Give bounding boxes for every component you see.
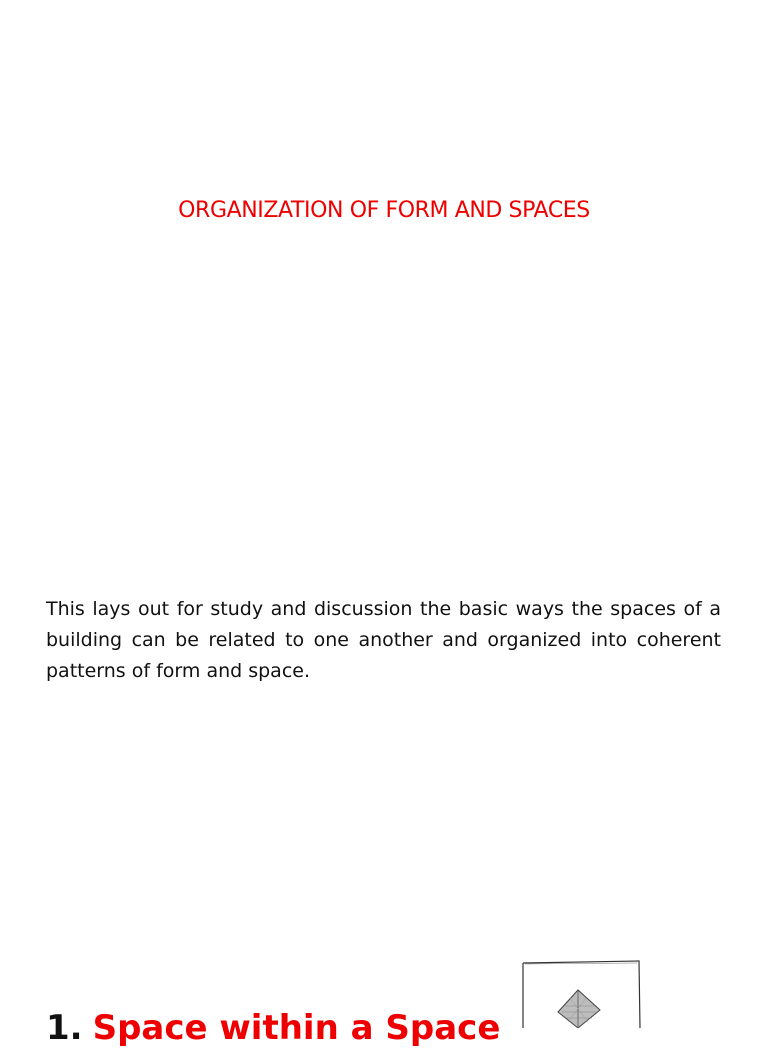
space-within-space-sketch-icon [520, 958, 642, 1028]
section-heading [46, 1008, 500, 1048]
section-number: 1. [46, 1008, 83, 1048]
intro-paragraph: This lays out for study and discussion the basic ways the spaces of a building can be related to one another and organized into coherent patterns of form and space. [46, 598, 721, 682]
page-title: ORGANIZATION OF FORM AND SPACES [178, 198, 590, 223]
section-label: Space within a Space [92, 1008, 501, 1048]
